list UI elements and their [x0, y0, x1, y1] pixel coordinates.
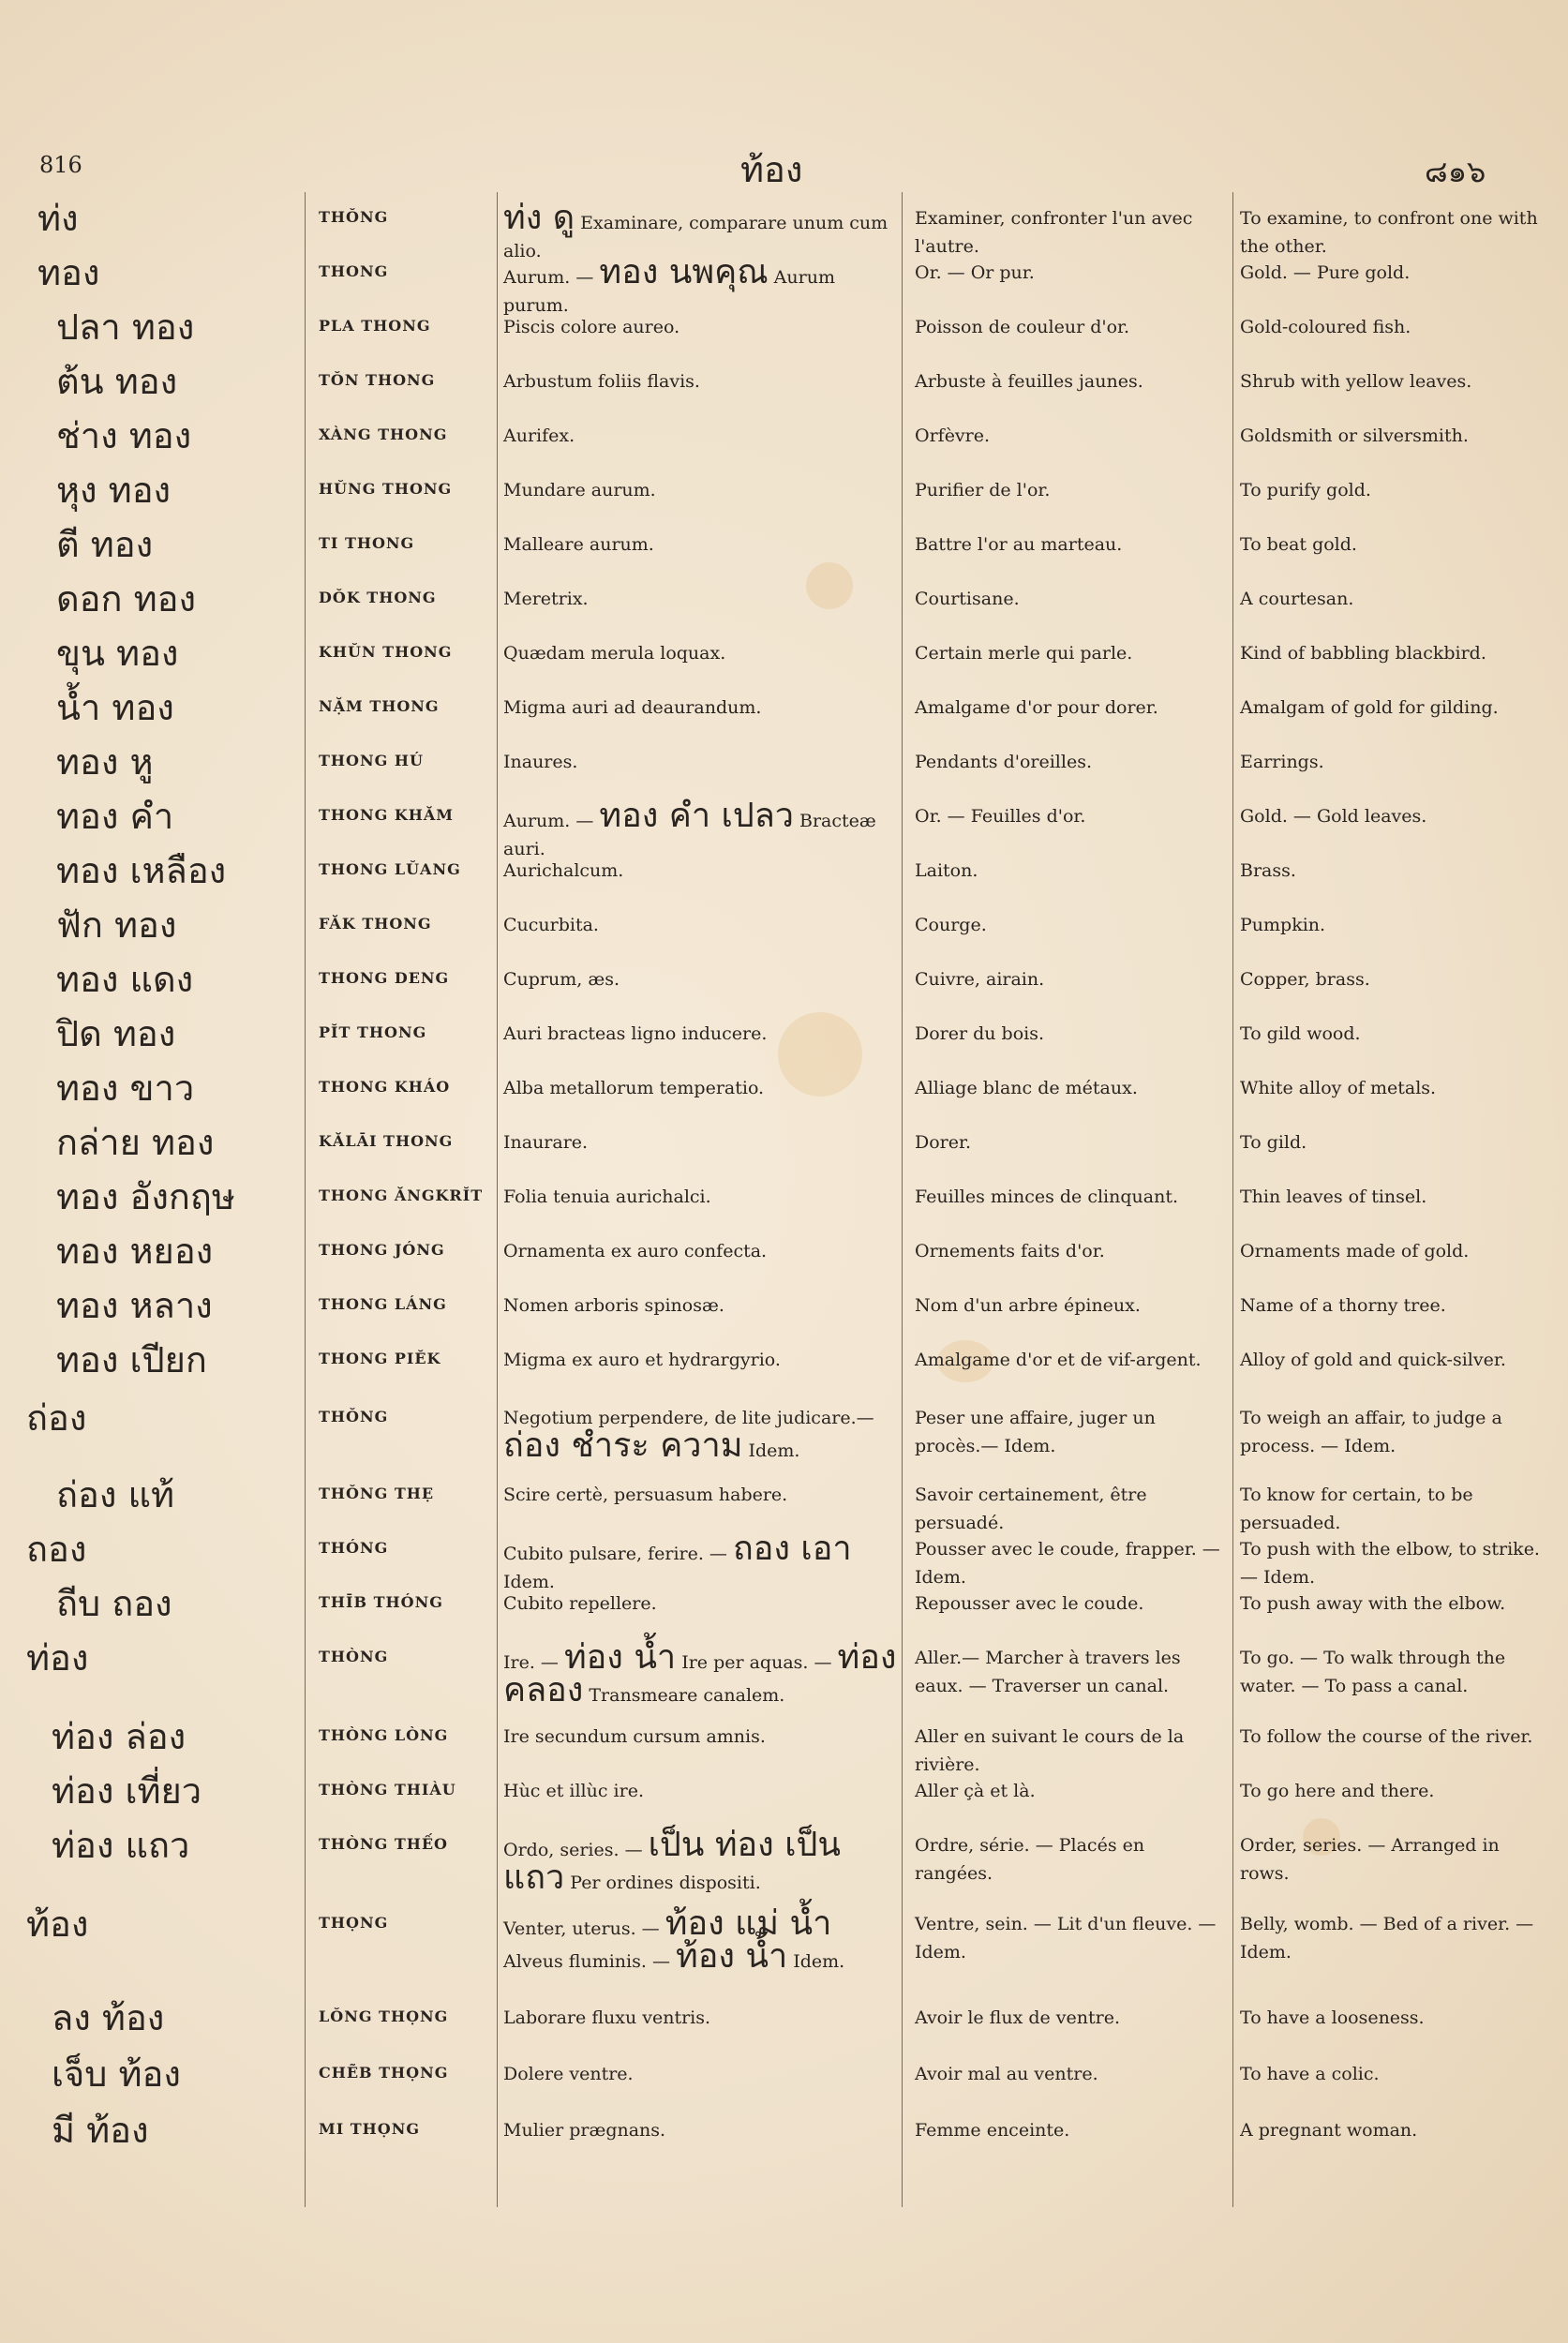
english-definition: To know for certain, to be persuaded.	[1240, 1485, 1473, 1533]
romanization: DŎK THONG	[319, 589, 437, 606]
thai-headword: ท่อง ล่อง	[52, 1716, 187, 1757]
romanization: THŎNG	[319, 208, 389, 226]
french-definition: Aller çà et là.	[915, 1781, 1036, 1801]
romanization: THÒNG THIÀU	[319, 1781, 456, 1798]
english-definition: Ornaments made of gold.	[1240, 1241, 1470, 1261]
page-number-left: 816	[39, 152, 82, 178]
romanization: THỌNG	[319, 1914, 389, 1932]
latin-text: Migma ex auro et hydrargyrio.	[503, 1350, 781, 1370]
english-definition: White alloy of metals.	[1240, 1078, 1437, 1098]
french-definition: Avoir le flux de ventre.	[915, 2007, 1121, 2028]
french-definition: Ordre, série. — Placés en rangées.	[915, 1835, 1145, 1884]
latin-text: Idem.	[503, 1572, 555, 1592]
english-definition: Amalgam of gold for gilding.	[1240, 697, 1499, 718]
latin-definition	[503, 748, 897, 776]
english-definition: To push with the elbow, to strike.— Idem.	[1240, 1539, 1540, 1588]
romanization: HŬNG THONG	[319, 480, 453, 498]
english-definition: Shrub with yellow leaves.	[1240, 371, 1472, 392]
romanization: THÓNG	[319, 1539, 389, 1557]
latin-text: Transmeare canalem.	[583, 1685, 785, 1706]
thai-headword: น้ำ ทอง	[56, 687, 174, 728]
latin-text: Aurifex.	[503, 425, 575, 446]
french-definition: Courtisane.	[915, 589, 1020, 609]
column-divider	[902, 192, 903, 2207]
latin-text: Folia tenuia aurichalci.	[503, 1186, 711, 1207]
latin-definition	[503, 1530, 897, 1596]
romanization: THÒNG LÒNG	[319, 1726, 449, 1744]
latin-text: Arbustum foliis flavis.	[503, 371, 700, 392]
latin-text: Piscis colore aureo.	[503, 317, 680, 337]
thai-headword: ท้อง	[26, 1903, 89, 1945]
english-definition: To go. — To walk through the water. — To pass a canal.	[1240, 1648, 1506, 1696]
romanization: CHẼB THỌNG	[319, 2064, 449, 2082]
english-definition: Belly, womb. — Bed of a river. — Idem.	[1240, 1914, 1534, 1962]
english-definition: Thin leaves of tinsel.	[1240, 1186, 1427, 1207]
latin-definition	[503, 253, 897, 320]
latin-thai-phrase: ถอง เอา	[732, 1530, 852, 1568]
latin-definition	[503, 1904, 897, 1976]
french-definition: Aller en suivant le cours de la rivière.	[915, 1726, 1185, 1775]
thai-headword: ทอง เหลือง	[56, 850, 227, 891]
french-definition: Poisson de couleur d'or.	[915, 317, 1130, 337]
latin-definition	[503, 1589, 897, 1618]
thai-headword: ทอง แดง	[56, 959, 194, 1000]
english-definition: To beat gold.	[1240, 534, 1357, 555]
french-definition: Avoir mal au ventre.	[915, 2064, 1098, 2084]
thai-headword: ทอง ขาว	[56, 1067, 195, 1109]
latin-text: Laborare fluxu ventris.	[503, 2007, 711, 2028]
french-definition: Peser une affaire, juger un procès.— Idem.	[915, 1408, 1156, 1456]
romanization: THONG LÁNG	[319, 1295, 447, 1313]
english-definition: To purify gold.	[1240, 480, 1371, 500]
french-definition: Pousser avec le coude, frapper. — Idem.	[915, 1539, 1220, 1588]
thai-headword: ท่อง	[26, 1637, 89, 1679]
latin-definition	[503, 1404, 897, 1465]
latin-thai-phrase: ทอง นพคุณ	[599, 253, 769, 291]
french-definition: Or. — Feuilles d'or.	[915, 806, 1086, 827]
romanization: THONG ĂNGKRĬT	[319, 1186, 484, 1204]
latin-definition	[503, 1346, 897, 1374]
english-definition: A pregnant woman.	[1240, 2120, 1418, 2141]
latin-text: Aurichalcum.	[503, 860, 624, 881]
french-definition: Pendants d'oreilles.	[915, 752, 1092, 772]
romanization: KĂLĀI THONG	[319, 1132, 454, 1150]
french-definition: Cuivre, airain.	[915, 969, 1045, 990]
latin-definition	[503, 911, 897, 939]
latin-definition	[503, 313, 897, 341]
english-definition: To have a looseness.	[1240, 2007, 1425, 2028]
french-definition: Ventre, sein. — Lit d'un fleuve. — Idem.	[915, 1914, 1217, 1962]
latin-thai-phrase: เป็น ท่อง เป็น แถว	[503, 1826, 841, 1897]
english-definition: Name of a thorny tree.	[1240, 1295, 1446, 1316]
english-definition: Alloy of gold and quick-silver.	[1240, 1350, 1506, 1370]
latin-text: Venter, uterus. —	[503, 1918, 665, 1939]
thai-headword: ท่อง เที่ยว	[52, 1770, 202, 1812]
thai-headword: ทอง คำ	[56, 796, 174, 837]
english-definition: To examine, to confront one with the other.	[1240, 208, 1538, 257]
english-definition: To push away with the elbow.	[1240, 1593, 1506, 1614]
romanization: KHŬN THONG	[319, 643, 453, 661]
thai-headword: ทอง เปียก	[56, 1339, 207, 1380]
latin-text: Cucurbita.	[503, 915, 599, 935]
thai-headword: ปิด ทอง	[56, 1013, 176, 1054]
latin-text: Aurum. —	[503, 811, 600, 831]
english-definition: Pumpkin.	[1240, 915, 1326, 935]
thai-headword: ทอง	[37, 252, 100, 293]
french-definition: Aller.— Marcher à travers les eaux. — Traverser un canal.	[915, 1648, 1181, 1696]
thai-headword: ลง ท้อง	[52, 1997, 165, 2038]
latin-thai-phrase: ทอง คำ เปลว	[599, 797, 794, 835]
latin-text: Inaures.	[503, 752, 578, 772]
latin-text: Bracteæ auri.	[503, 811, 876, 859]
latin-text: Idem.	[742, 1440, 800, 1461]
french-definition: Dorer.	[915, 1132, 972, 1153]
latin-text: Mulier prægnans.	[503, 2120, 666, 2141]
french-definition: Alliage blanc de métaux.	[915, 1078, 1138, 1098]
english-definition: To gild wood.	[1240, 1023, 1361, 1044]
thai-headword: ช่าง ทอง	[56, 415, 192, 456]
latin-text: Auri bracteas ligno inducere.	[503, 1023, 768, 1044]
latin-definition	[503, 965, 897, 993]
romanization: THONG JÓNG	[319, 1241, 445, 1259]
latin-definition	[503, 1237, 897, 1265]
french-definition: Savoir certainement, être persuadé.	[915, 1485, 1147, 1533]
latin-definition	[503, 422, 897, 450]
french-definition: Nom d'un arbre épineux.	[915, 1295, 1141, 1316]
latin-definition	[503, 2060, 897, 2088]
french-definition: Arbuste à feuilles jaunes.	[915, 371, 1143, 392]
english-definition: To gild.	[1240, 1132, 1307, 1153]
thai-headword: เจ็บ ท้อง	[52, 2053, 181, 2095]
romanization: THÒNG	[319, 1648, 389, 1665]
latin-thai-phrase: ท่ง ดู	[503, 199, 575, 237]
french-definition: Femme enceinte.	[915, 2120, 1070, 2141]
french-definition: Examiner, confronter l'un avec l'autre.	[915, 208, 1193, 257]
thai-headword: ท่อง แถว	[52, 1825, 190, 1866]
romanization: THONG LŬANG	[319, 860, 461, 878]
english-definition: To have a colic.	[1240, 2064, 1380, 2084]
romanization: THONG	[319, 262, 389, 280]
french-definition: Amalgame d'or et de vif-argent.	[915, 1350, 1202, 1370]
latin-text: Hùc et illùc ire.	[503, 1781, 644, 1801]
latin-text: Cubito pulsare, ferire. —	[503, 1544, 733, 1564]
latin-text: Alveus fluminis. —	[503, 1951, 676, 1972]
thai-headword: ขุน ทอง	[56, 633, 179, 674]
thai-headword: ถ่อง แท้	[56, 1474, 175, 1515]
latin-definition	[503, 1291, 897, 1320]
latin-thai-phrase: ถ่อง ชำระ ความ	[503, 1426, 743, 1465]
french-definition: Courge.	[915, 915, 987, 935]
thai-headword: ทอง หยอง	[56, 1231, 214, 1272]
latin-text: Scire certè, persuasum habere.	[503, 1485, 788, 1505]
latin-definition	[503, 1481, 897, 1509]
latin-text: Ire. —	[503, 1652, 564, 1673]
french-definition: Orfèvre.	[915, 425, 991, 446]
french-definition: Repousser avec le coude.	[915, 1593, 1144, 1614]
column-divider	[497, 192, 498, 2207]
latin-text: Migma auri ad deaurandum.	[503, 697, 762, 718]
latin-definition	[503, 2116, 897, 2144]
latin-definition	[503, 2004, 897, 2032]
romanization: FĂK THONG	[319, 915, 432, 933]
romanization: PĬT THONG	[319, 1023, 427, 1041]
latin-definition	[503, 857, 897, 885]
thai-headword: ถ่อง	[26, 1397, 87, 1439]
latin-definition	[503, 1638, 897, 1709]
latin-thai-phrase: ท่อง คลอง	[503, 1638, 897, 1709]
latin-text: Inaurare.	[503, 1132, 589, 1153]
latin-definition	[503, 530, 897, 559]
french-definition: Amalgame d'or pour dorer.	[915, 697, 1158, 718]
english-definition: Goldsmith or silversmith.	[1240, 425, 1469, 446]
latin-text: Examinare, comparare unum cum alio.	[503, 213, 889, 261]
latin-text: Mundare aurum.	[503, 480, 656, 500]
page-title: ท้อง	[740, 149, 803, 190]
latin-definition	[503, 367, 897, 395]
french-definition: Ornements faits d'or.	[915, 1241, 1105, 1261]
romanization: THONG KHÁO	[319, 1078, 451, 1096]
romanization: XÀNG THONG	[319, 425, 448, 443]
thai-headword: ต้น ทอง	[56, 361, 178, 402]
romanization: THÒNG THẾO	[319, 1835, 448, 1853]
latin-text: Quædam merula loquax.	[503, 643, 726, 664]
latin-text: Aurum purum.	[503, 267, 835, 316]
thai-headword: ท่ง	[37, 198, 79, 239]
latin-thai-phrase: ท้อง แม่ น้ำ	[665, 1904, 832, 1943]
latin-definition	[503, 476, 897, 504]
thai-headword: ฟัก ทอง	[56, 904, 177, 946]
latin-definition	[503, 1074, 897, 1102]
english-definition: To follow the course of the river.	[1240, 1726, 1533, 1747]
latin-text: Cuprum, æs.	[503, 969, 620, 990]
romanization: THONG KHĂM	[319, 806, 454, 824]
latin-text: Malleare aurum.	[503, 534, 654, 555]
french-definition: Feuilles minces de clinquant.	[915, 1186, 1179, 1207]
romanization: THONG DENG	[319, 969, 450, 987]
latin-definition	[503, 1777, 897, 1805]
romanization: THĪB THÓNG	[319, 1593, 443, 1611]
english-definition: Brass.	[1240, 860, 1296, 881]
latin-text: Meretrix.	[503, 589, 589, 609]
thai-headword: ดอก ทอง	[56, 578, 197, 619]
romanization: THONG HÚ	[319, 752, 424, 769]
english-definition: To weigh an affair, to judge a process. — Idem.	[1240, 1408, 1502, 1456]
latin-text: Ordo, series. —	[503, 1840, 649, 1860]
thai-headword: ถอง	[26, 1529, 87, 1570]
french-definition: Battre l'or au marteau.	[915, 534, 1123, 555]
page-header	[0, 141, 1568, 190]
thai-headword: ถีบ ถอง	[56, 1583, 172, 1624]
english-definition: To go here and there.	[1240, 1781, 1435, 1801]
latin-text: Ire per aquas. —	[676, 1652, 838, 1673]
latin-definition	[503, 797, 897, 863]
romanization: MI THỌNG	[319, 2120, 421, 2138]
column-divider	[1232, 192, 1233, 2207]
thai-headword: ทอง หู	[56, 741, 154, 783]
page-number-right: ๘๑๖	[1425, 154, 1486, 189]
latin-text: Per ordines dispositi.	[564, 1873, 761, 1893]
english-definition: Earrings.	[1240, 752, 1324, 772]
latin-text: Dolere ventre.	[503, 2064, 634, 2084]
thai-headword: มี ท้อง	[52, 2110, 149, 2151]
english-definition: Gold-coloured fish.	[1240, 317, 1411, 337]
english-definition: Kind of babbling blackbird.	[1240, 643, 1486, 664]
latin-definition	[503, 694, 897, 722]
latin-thai-phrase: ท้อง น้ำ	[676, 1937, 788, 1976]
latin-text: Idem.	[787, 1951, 845, 1972]
latin-definition	[503, 585, 897, 613]
french-definition: Or. — Or pur.	[915, 262, 1035, 283]
thai-headword: หุง ทอง	[56, 470, 172, 511]
latin-text: Alba metallorum temperatio.	[503, 1078, 765, 1098]
thai-headword: ทอง หลาง	[56, 1285, 213, 1326]
latin-definition	[503, 1723, 897, 1751]
latin-text: Ire secundum cursum amnis.	[503, 1726, 766, 1747]
english-definition: Copper, brass.	[1240, 969, 1370, 990]
french-definition: Purifier de l'or.	[915, 480, 1051, 500]
latin-text: Aurum. —	[503, 267, 600, 288]
romanization: PLA THONG	[319, 317, 431, 335]
romanization: LŎNG THỌNG	[319, 2007, 449, 2025]
thai-headword: กล่าย ทอง	[56, 1122, 215, 1163]
thai-headword: ทอง อังกฤษ	[56, 1176, 235, 1217]
french-definition: Certain merle qui parle.	[915, 643, 1133, 664]
english-definition: Gold. — Pure gold.	[1240, 262, 1411, 283]
latin-definition	[503, 1826, 897, 1897]
latin-text: Nomen arboris spinosæ.	[503, 1295, 724, 1316]
latin-definition	[503, 639, 897, 667]
latin-definition	[503, 1128, 897, 1157]
french-definition: Dorer du bois.	[915, 1023, 1045, 1044]
latin-definition	[503, 1020, 897, 1048]
romanization: TŎN THONG	[319, 371, 436, 389]
column-divider	[305, 192, 306, 2207]
thai-headword: ตี ทอง	[56, 524, 154, 565]
latin-thai-phrase: ท่อง น้ำ	[563, 1638, 677, 1677]
romanization: THŎNG	[319, 1408, 389, 1425]
romanization: NẶM THONG	[319, 697, 440, 715]
latin-text: Negotium perpendere, de lite judicare.—	[503, 1408, 874, 1428]
french-definition: Laiton.	[915, 860, 978, 881]
english-definition: Order, series. — Arranged in rows.	[1240, 1835, 1500, 1884]
thai-headword: ปลา ทอง	[56, 306, 195, 348]
latin-text: Ornamenta ex auro confecta.	[503, 1241, 768, 1261]
english-definition: Gold. — Gold leaves.	[1240, 806, 1427, 827]
romanization: TI THONG	[319, 534, 415, 552]
romanization: THONG PIĔK	[319, 1350, 441, 1367]
english-definition: A courtesan.	[1240, 589, 1354, 609]
romanization: THŎNG THẸ	[319, 1485, 435, 1502]
latin-text: Cubito repellere.	[503, 1593, 657, 1614]
latin-definition	[503, 1183, 897, 1211]
